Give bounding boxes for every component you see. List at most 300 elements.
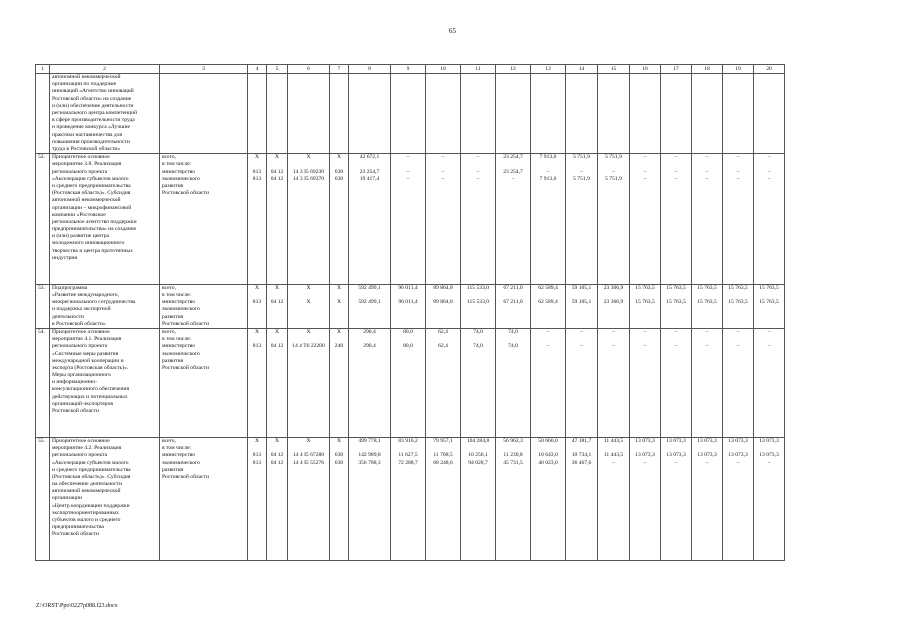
cell-line: 15 763,5 (666, 299, 686, 306)
cell-line: 104 284,8 (466, 437, 490, 444)
column-number: 8 (349, 65, 391, 74)
cell-line (632, 445, 658, 452)
cell-line: – (705, 343, 709, 350)
cell-line: всего, (162, 154, 176, 161)
cell-line: экономического (162, 306, 200, 313)
cell-line: X (274, 437, 280, 444)
value-cell (330, 284, 349, 328)
cell-line: 14 4 I5 67280 (292, 452, 325, 459)
cell-line: регионального проекта (52, 168, 108, 175)
cell-line (393, 292, 423, 299)
value-cell (288, 74, 330, 154)
value-cell (692, 437, 723, 560)
cell-line (663, 336, 689, 343)
value-cell (267, 284, 288, 328)
value-cell (692, 154, 723, 285)
cell-line: 10 734,1 (571, 452, 592, 459)
cell-line: 630 (334, 175, 344, 182)
cell-line: – (511, 175, 515, 182)
cell-line (250, 445, 264, 452)
cell-line (756, 336, 782, 343)
cell-line: – (612, 459, 615, 466)
cell-line: X (306, 154, 311, 161)
row-number-cell (36, 328, 50, 437)
cell-line: 62 589,4 (538, 284, 558, 291)
budget-table (35, 64, 785, 561)
cell-line: 45 731,5 (503, 459, 523, 466)
cell-line: Приоритетное основное (52, 154, 110, 161)
value-cell (267, 74, 288, 154)
cell-line: предпринимательства» на создание (52, 226, 137, 233)
cell-line: – (643, 154, 647, 161)
column-number: 15 (598, 65, 630, 74)
value-cell (288, 437, 330, 560)
cell-line: 04 12 (270, 343, 284, 350)
cell-line (498, 292, 528, 299)
cell-line: и среднего предпринимательства (52, 182, 131, 189)
cell-line: 89 864,8 (433, 284, 453, 291)
value-cell (598, 284, 630, 328)
value-cell (531, 284, 566, 328)
cell-line: развития (162, 466, 184, 473)
cell-line: 813 (252, 459, 262, 466)
cell-line: 15 763,5 (635, 299, 655, 306)
cell-line: 13 073,3 (759, 452, 779, 459)
cell-line: – (767, 154, 771, 161)
cell-line: 54. (38, 328, 45, 335)
cell-line (498, 74, 528, 81)
cell-line (568, 336, 595, 343)
column-number: 18 (692, 65, 723, 74)
cell-line: 23 366,9 (603, 284, 624, 291)
cell-line: 04 12 (270, 452, 284, 459)
value-cell (661, 284, 692, 328)
value-cell (288, 154, 330, 285)
table-row (36, 74, 785, 154)
cell-line (393, 445, 423, 452)
cell-line: – (705, 175, 709, 182)
cell-line: экспортноориентированных (52, 509, 119, 516)
cell-line: 813 (252, 299, 262, 306)
cell-line: 96 011,4 (398, 299, 418, 306)
cell-line: 7 913,6 (539, 154, 557, 161)
cell-line (290, 292, 327, 299)
cell-line: инноваций «Агентство инноваций (52, 88, 134, 95)
value-cell (267, 328, 288, 437)
cell-line: 813 (252, 343, 262, 350)
value-cell (391, 154, 426, 285)
cell-line (533, 161, 563, 168)
value-cell (267, 437, 288, 560)
executor-cell (160, 328, 248, 437)
cell-line: X (306, 437, 311, 444)
value-cell (496, 74, 531, 154)
cell-line: 11 230,8 (503, 452, 523, 459)
cell-line: 356 788,3 (358, 459, 381, 466)
column-number: 14 (566, 65, 598, 74)
cell-line: X (254, 154, 260, 161)
cell-line: (Ростовская область)». Субсидия (52, 473, 131, 480)
cell-line: – (736, 168, 740, 175)
cell-line: всего, (162, 328, 176, 335)
cell-line (725, 161, 751, 168)
value-cell (496, 284, 531, 328)
cell-line: 13 073,3 (697, 437, 717, 444)
cell-line (351, 445, 388, 452)
cell-line (568, 161, 595, 168)
cell-line: X (254, 328, 260, 335)
cell-line: 11 443,5 (603, 437, 624, 444)
cell-line (463, 74, 493, 81)
cell-line: – (674, 328, 678, 335)
cell-line: 592 499,1 (358, 299, 381, 306)
cell-line (162, 74, 245, 81)
cell-line (290, 336, 327, 343)
cell-line: 04 12 (270, 299, 284, 306)
value-cell (692, 328, 723, 437)
cell-line (250, 161, 264, 168)
page-number: 65 (449, 27, 456, 35)
cell-line: 52. (38, 154, 45, 161)
cell-line: «Акселерация субъектов малого (52, 459, 129, 466)
value-cell (426, 284, 461, 328)
value-cell (598, 437, 630, 560)
cell-line (663, 445, 689, 452)
cell-line: 630 (334, 168, 344, 175)
cell-line (600, 161, 627, 168)
cell-line: 04 12 (270, 175, 284, 182)
value-cell (288, 328, 330, 437)
value-cell (723, 284, 754, 328)
cell-line: 47 181,7 (571, 437, 592, 444)
cell-line (600, 74, 627, 81)
cell-line: X (336, 328, 342, 335)
cell-line: «Акселерация субъектов малого (52, 175, 129, 182)
value-cell (349, 154, 391, 285)
cell-line (269, 292, 285, 299)
value-cell (330, 154, 349, 285)
cell-line: 55. (38, 437, 45, 444)
cell-line (694, 74, 720, 81)
cell-line (694, 445, 720, 452)
value-cell (349, 437, 391, 560)
cell-line: Ростовской области (162, 320, 209, 327)
cell-line: 14 4 I5 55276 (292, 459, 325, 466)
cell-line: «Центр координации поддержки (52, 502, 130, 509)
cell-line: – (612, 343, 615, 350)
cell-line: развития (162, 313, 184, 320)
cell-line: регионального проекта (52, 452, 108, 459)
cell-line (533, 74, 563, 81)
cell-line: 89 864,8 (433, 299, 453, 306)
cell-line (428, 161, 458, 168)
value-cell (754, 154, 785, 285)
cell-line (725, 445, 751, 452)
cell-line: регионального проекта (52, 343, 108, 350)
cell-line: 36 467,6 (571, 459, 592, 466)
value-cell (630, 74, 661, 154)
column-number: 4 (248, 65, 267, 74)
cell-line (351, 336, 388, 343)
cell-line: 290,4 (363, 328, 376, 335)
cell-line: – (767, 459, 771, 466)
cell-line: 13 073,3 (635, 452, 655, 459)
value-cell (391, 328, 426, 437)
cell-line: – (674, 459, 678, 466)
executor-cell (160, 284, 248, 328)
cell-line: 19 417,4 (359, 175, 380, 182)
cell-line: 11 708,5 (433, 452, 453, 459)
cell-line: 15 763,5 (666, 284, 686, 291)
cell-line: экономического (162, 175, 200, 182)
cell-line: X (306, 299, 311, 306)
cell-line: и поддержка экспортной (52, 306, 111, 313)
cell-line (290, 74, 327, 81)
cell-line: 79 957,1 (433, 437, 453, 444)
cell-line: – (580, 328, 583, 335)
cell-line: X (336, 154, 342, 161)
cell-line (694, 292, 720, 299)
cell-line: организации (52, 495, 83, 502)
cell-line (332, 336, 346, 343)
cell-line: всего, (162, 437, 176, 444)
cell-line (498, 445, 528, 452)
column-number: 5 (267, 65, 288, 74)
cell-line: автономной некоммерческой (52, 74, 121, 80)
value-cell (496, 328, 531, 437)
cell-line: в том числе: (162, 291, 192, 298)
cell-line: – (406, 168, 410, 175)
cell-line (632, 74, 658, 81)
value-cell (426, 437, 461, 560)
cell-line (332, 445, 346, 452)
cell-line: экономического (162, 459, 200, 466)
cell-line: 15 763,5 (759, 299, 779, 306)
value-cell (349, 284, 391, 328)
cell-line: компании «Ростовское (52, 211, 106, 218)
row-number-cell (36, 74, 50, 154)
cell-line: министерство (162, 343, 196, 350)
value-cell (391, 74, 426, 154)
cell-line: – (736, 175, 740, 182)
value-cell (531, 328, 566, 437)
cell-line: 115 533,0 (466, 299, 490, 306)
cell-line: 04 12 (270, 459, 284, 466)
cell-line (663, 74, 689, 81)
cell-line: и (или) обеспечение деятельности (52, 102, 134, 109)
value-cell (630, 154, 661, 285)
column-number: 6 (288, 65, 330, 74)
file-path-footer: Z:\ORST\Ppo\0227p088.f23.docx (36, 603, 118, 609)
cell-line: организации – микрофинансовой (52, 204, 132, 211)
cell-line: 23 254,7 (503, 168, 523, 175)
cell-line: Ростовской области (52, 408, 99, 415)
cell-line (498, 336, 528, 343)
cell-line: 59 105,1 (571, 299, 592, 306)
cell-line: 40 023,0 (538, 459, 558, 466)
value-cell (661, 74, 692, 154)
cell-line: – (643, 328, 647, 335)
cell-line: – (705, 154, 709, 161)
cell-line (463, 445, 493, 452)
cell-line: 23 366,9 (603, 299, 624, 306)
cell-line: – (674, 343, 678, 350)
cell-line: в том числе: (162, 445, 192, 452)
value-cell (330, 328, 349, 437)
value-cell (461, 154, 496, 285)
cell-line: – (476, 168, 480, 175)
cell-line: X (306, 284, 311, 291)
cell-line: экономического (162, 350, 200, 357)
cell-line: в Ростовской области» (52, 320, 106, 327)
table-row (36, 437, 785, 560)
cell-line: 13 073,3 (728, 452, 748, 459)
cell-line: труда в Ростовской области» (52, 145, 121, 152)
cell-line (498, 161, 528, 168)
cell-line: – (767, 175, 771, 182)
column-number: 17 (661, 65, 692, 74)
cell-line (250, 336, 264, 343)
cell-line: 10 643,0 (538, 452, 558, 459)
value-cell (461, 284, 496, 328)
value-cell (566, 74, 598, 154)
cell-line: 67 211,0 (503, 299, 523, 306)
table-row (36, 284, 785, 328)
value-cell (692, 284, 723, 328)
cell-line (533, 292, 563, 299)
cell-line: 13 073,3 (697, 452, 717, 459)
cell-line (568, 74, 595, 81)
cell-line: 53. (38, 284, 45, 291)
cell-line: – (736, 343, 740, 350)
cell-line: регионального центра компетенций (52, 109, 138, 116)
cell-line: – (546, 328, 550, 335)
cell-line: 13 073,3 (759, 437, 779, 444)
cell-line: 813 (252, 175, 262, 182)
cell-line (332, 161, 346, 168)
cell-line (663, 161, 689, 168)
cell-line: – (612, 328, 615, 335)
row-number-cell (36, 437, 50, 560)
value-cell (630, 328, 661, 437)
cell-line (38, 74, 47, 81)
cell-line: X (274, 328, 280, 335)
cell-line: 74,0 (508, 343, 518, 350)
cell-line: и среднего предпринимательства (52, 466, 131, 473)
cell-line: индустрии (52, 254, 78, 261)
cell-line: – (441, 168, 445, 175)
cell-line: и информационно- (52, 379, 97, 386)
value-cell (288, 284, 330, 328)
cell-line (533, 336, 563, 343)
cell-line: 592 499,1 (358, 284, 381, 291)
cell-line (568, 292, 595, 299)
cell-line: 10 256,1 (468, 452, 488, 459)
description-cell (50, 74, 160, 154)
cell-line: – (612, 168, 615, 175)
cell-line: Приоритетное основное (52, 328, 110, 335)
cell-line: организации по поддержке (52, 81, 117, 88)
column-number: 10 (426, 65, 461, 74)
cell-line: консультационного обеспечения (52, 386, 130, 393)
value-cell (349, 328, 391, 437)
cell-line: – (674, 154, 678, 161)
cell-line: Меры организационного (52, 372, 111, 379)
cell-line: Подпрограмма (52, 284, 88, 291)
cell-line (290, 161, 327, 168)
cell-line: – (767, 343, 771, 350)
cell-line: молодежного инновационного (52, 240, 125, 247)
cell-line: X (336, 284, 342, 291)
cell-line: X (274, 284, 280, 291)
cell-line (393, 74, 423, 81)
cell-line: межрегионального сотрудничества (52, 299, 136, 306)
value-cell (496, 437, 531, 560)
cell-line: субъектов малого и среднего (52, 517, 121, 524)
cell-line: X (306, 328, 311, 335)
cell-line (756, 445, 782, 452)
cell-line: – (705, 328, 709, 335)
header-row (36, 65, 785, 74)
value-cell (496, 154, 531, 285)
value-cell (248, 328, 267, 437)
cell-line (600, 292, 627, 299)
cell-line: 13 073,3 (666, 452, 686, 459)
cell-line: 04 12 (270, 168, 284, 175)
cell-line: мероприятие 4.2. Реализация (52, 445, 122, 452)
cell-line (428, 336, 458, 343)
column-number: 2 (50, 65, 160, 74)
cell-line: 15 763,5 (759, 284, 779, 291)
description-cell (50, 437, 160, 560)
cell-line: (Ростовская область)». Субсидия (52, 190, 131, 197)
cell-line (756, 161, 782, 168)
cell-line: мероприятие 3.8. Реализация (52, 161, 122, 168)
description-cell (50, 154, 160, 285)
cell-line: – (406, 154, 410, 161)
cell-line: 14 4 T6 22200 (292, 343, 325, 350)
cell-line: 13 073,3 (728, 437, 748, 444)
cell-line: X (274, 154, 280, 161)
cell-line (756, 292, 782, 299)
cell-line: – (546, 343, 550, 350)
cell-line: – (643, 343, 647, 350)
cell-line (694, 161, 720, 168)
cell-line: региональное агентство поддержки (52, 218, 137, 225)
executor-cell (160, 74, 248, 154)
cell-line: деятельности (52, 313, 85, 320)
cell-line: Ростовской области (162, 190, 209, 197)
cell-line: международной кооперации и (52, 357, 124, 364)
cell-line (428, 445, 458, 452)
cell-line: Приоритетное основное (52, 437, 110, 444)
cell-line: 5 751,9 (605, 154, 622, 161)
cell-line: предпринимательства (52, 524, 104, 531)
value-cell (426, 328, 461, 437)
column-number: 1 (36, 65, 50, 74)
cell-line (269, 161, 285, 168)
cell-line: – (441, 154, 445, 161)
cell-line (250, 292, 264, 299)
cell-line: 15 763,5 (728, 284, 748, 291)
cell-line: – (767, 328, 771, 335)
cell-line: экспорта (Ростовская область)». (52, 364, 129, 371)
row-number-cell (36, 284, 50, 328)
cell-line: всего, (162, 284, 176, 291)
value-cell (248, 284, 267, 328)
cell-line: развития (162, 357, 184, 364)
cell-line (756, 74, 782, 81)
